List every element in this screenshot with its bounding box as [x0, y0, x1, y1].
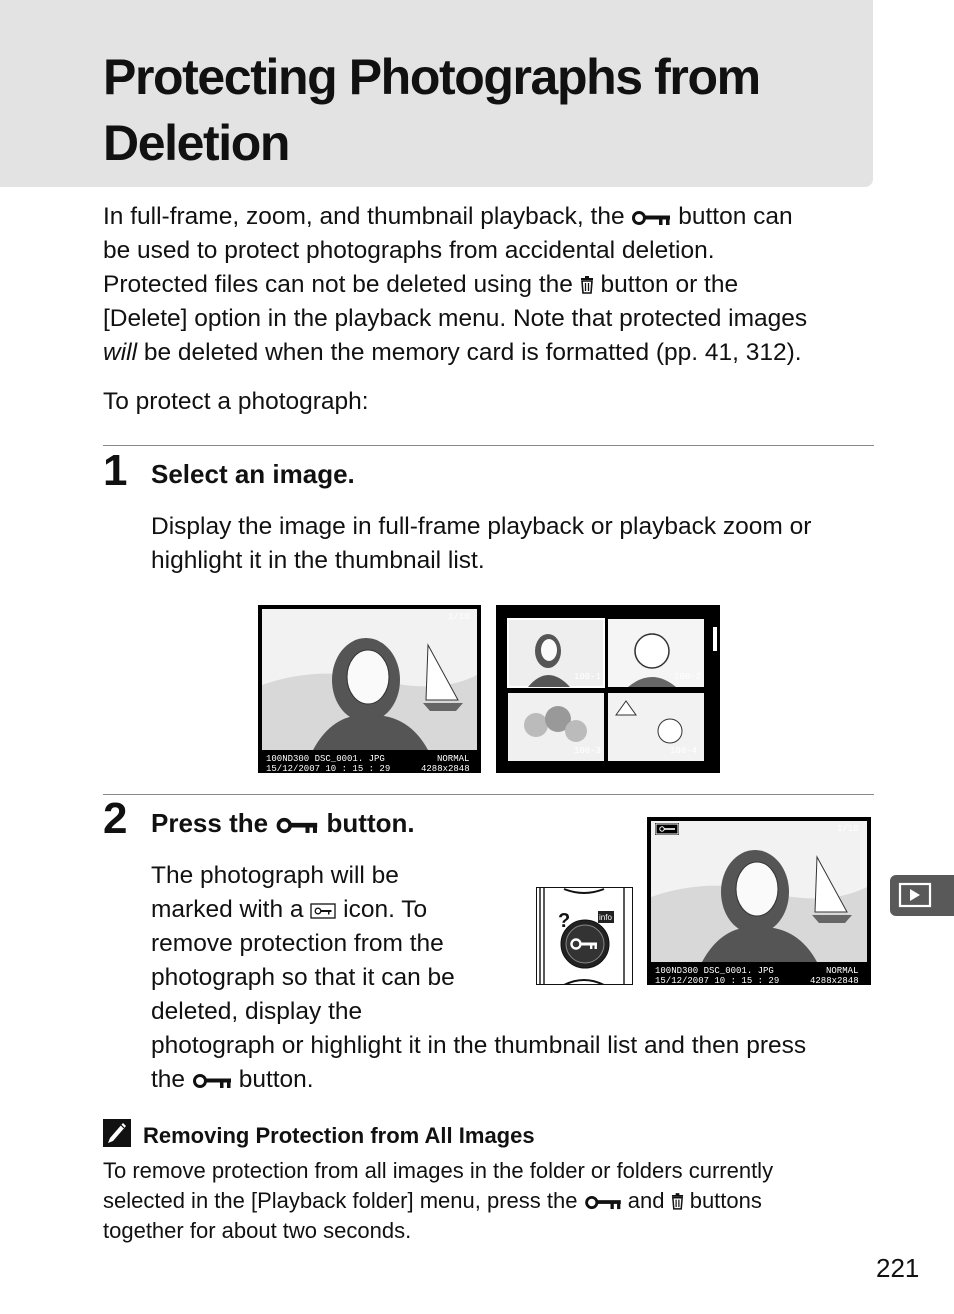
- protect-key-icon: [192, 1073, 232, 1089]
- step2-body-line: marked with a: [151, 896, 304, 923]
- note-text: and: [627, 1188, 665, 1213]
- step2-body-line: remove protection from the: [151, 930, 444, 957]
- step2-title-text: button.: [326, 808, 415, 838]
- step2-body-line: The photograph will be: [151, 862, 399, 889]
- intro-text: button can: [678, 203, 793, 230]
- note-text: buttons: [689, 1188, 762, 1213]
- step1-body-line: highlight it in the thumbnail list.: [151, 547, 485, 574]
- info-button-label: info: [599, 913, 612, 922]
- camera-buttons-illustration: [536, 887, 633, 985]
- step1-number: 1: [103, 446, 128, 495]
- protect-key-icon: [584, 1195, 622, 1210]
- note-text: together for about two seconds.: [103, 1218, 412, 1243]
- fullframe-playback-image: [258, 605, 481, 773]
- step1-rule: [103, 445, 874, 446]
- step2-body-line: photograph or highlight it in the thumbnail list and then press: [151, 1032, 807, 1059]
- thumb-label-3: 100-3: [574, 746, 602, 756]
- page-title: [103, 44, 760, 176]
- protect-key-icon: [275, 817, 319, 834]
- note-icon: [103, 1119, 131, 1147]
- step1-title: Select an image.: [151, 459, 355, 489]
- trash-icon: [580, 276, 594, 294]
- protected-quality: NORMAL: [826, 966, 859, 976]
- note-body: [103, 1156, 873, 1246]
- camera-body: [536, 887, 633, 985]
- step2-rule: [103, 794, 874, 795]
- fullframe-size: 4288x2848: [421, 764, 470, 773]
- protect-key-icon: [631, 210, 671, 226]
- step2-body-line: photograph so that it can be: [151, 964, 455, 991]
- protected-file-info: 100ND300 DSC_0001. JPG: [655, 966, 774, 976]
- step2-body-line: icon. To: [343, 896, 428, 923]
- playback-section-tab: [890, 875, 954, 916]
- step2-title-text: Press the: [151, 808, 269, 838]
- note-heading: Removing Protection from All Images: [143, 1123, 535, 1148]
- intro-emphasis: will: [103, 339, 138, 366]
- step2-body-line: button.: [238, 1066, 314, 1093]
- step1-body-line: Display the image in full-frame playback or playback zoom or: [151, 513, 812, 540]
- fullframe-file-info: 100ND300 DSC_0001. JPG: [266, 754, 385, 764]
- intro-text: button or the: [600, 271, 739, 298]
- note-text: selected in the [Playback folder] menu, press the: [103, 1188, 578, 1213]
- step2-title: [151, 806, 415, 840]
- page-title-line2: Deletion: [103, 115, 290, 171]
- protected-date: 15/12/2007 10 : 15 : 29: [655, 976, 780, 985]
- page-title-line1: Protecting Photographs from: [103, 49, 760, 105]
- thumbnail-grid: [496, 605, 720, 773]
- protected-image-icon: [310, 903, 336, 919]
- intro-text: be used to protect photographs from accidental deletion.: [103, 237, 715, 264]
- step2-number: 2: [103, 794, 128, 843]
- page-number: 221: [876, 1253, 920, 1283]
- fullframe-date: 15/12/2007 10 : 15 : 29: [266, 764, 391, 773]
- thumbnail-playback-screen: [496, 605, 720, 773]
- protected-size: 4288x2848: [810, 976, 859, 985]
- to-protect-text: To protect a photograph:: [103, 388, 369, 415]
- fullframe-playback-screen: [258, 605, 481, 773]
- step1-body: [151, 510, 811, 578]
- protected-playback-image: [647, 817, 871, 985]
- thumb-label-2: 100-2: [674, 672, 702, 682]
- step2-body-line: the: [151, 1066, 186, 1093]
- playback-icon: [890, 875, 954, 916]
- thumb-label-4: 100-4: [670, 746, 698, 756]
- fullframe-quality: NORMAL: [437, 754, 470, 764]
- intro-text: In full-frame, zoom, and thumbnail playback, the: [103, 203, 625, 230]
- trash-icon: [671, 1193, 684, 1210]
- intro-text: [Delete] option in the playback menu. Note that protected images: [103, 305, 808, 332]
- fullframe-counter: 1/10: [448, 612, 470, 622]
- intro-paragraph: [103, 200, 883, 370]
- note-text: To remove protection from all images in the folder or folders currently: [103, 1158, 774, 1183]
- intro-text: be deleted when the memory card is formatted (pp. 41, 312).: [143, 339, 802, 366]
- thumb-label-1: 100-1: [574, 672, 602, 682]
- help-button-label: ?: [558, 910, 571, 932]
- step2-body-line: deleted, display the: [151, 998, 363, 1025]
- protected-playback-screen: [647, 817, 871, 985]
- intro-text: Protected files can not be deleted using the: [103, 271, 573, 298]
- protected-counter: 1/10: [837, 824, 859, 834]
